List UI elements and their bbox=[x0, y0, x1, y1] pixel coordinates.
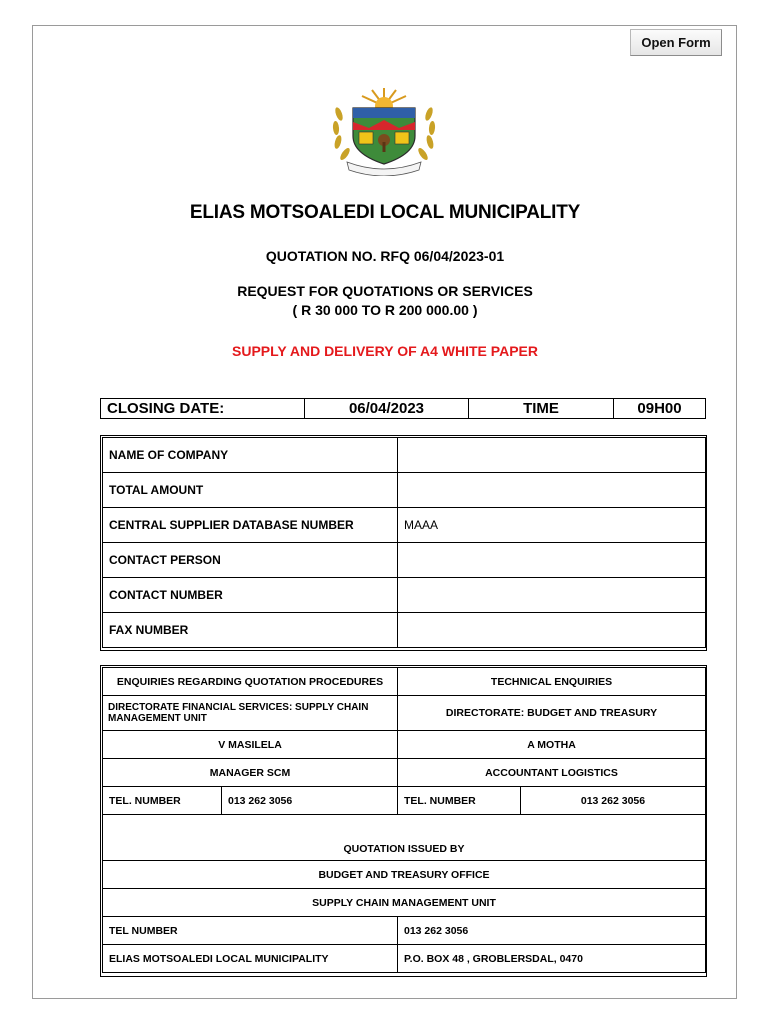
budget-directorate: DIRECTORATE: BUDGET AND TREASURY bbox=[398, 696, 706, 731]
name-of-company-field[interactable] bbox=[398, 438, 706, 473]
municipality-title: ELIAS MOTSOALEDI LOCAL MUNICIPALITY bbox=[189, 202, 581, 223]
request-title: REQUEST FOR QUOTATIONS OR SERVICES bbox=[237, 283, 533, 299]
issuer-address: P.O. BOX 48 , GROBLERSDAL, 0470 bbox=[398, 945, 706, 973]
quotation-subject: SUPPLY AND DELIVERY OF A4 WHITE PAPER bbox=[232, 343, 538, 359]
table-row bbox=[103, 473, 706, 508]
fax-number-label: FAX NUMBER bbox=[103, 613, 398, 648]
contact-person-label: CONTACT PERSON bbox=[103, 543, 398, 578]
csd-number-label: CENTRAL SUPPLIER DATABASE NUMBER bbox=[103, 508, 398, 543]
quotation-number: QUOTATION NO. RFQ 06/04/2023-01 bbox=[265, 248, 505, 264]
closing-date-table bbox=[100, 398, 706, 419]
financial-directorate: DIRECTORATE FINANCIAL SERVICES: SUPPLY CHAIN MANAGEMENT UNIT bbox=[103, 696, 398, 731]
technical-enquiries-heading: TECHNICAL ENQUIRIES bbox=[398, 668, 706, 696]
total-amount-field[interactable] bbox=[398, 473, 706, 508]
company-info-section bbox=[100, 435, 707, 651]
closing-time-label: TIME bbox=[469, 399, 614, 419]
company-info-table bbox=[102, 437, 706, 648]
municipal-crest-logo bbox=[329, 84, 439, 176]
fax-number-field[interactable] bbox=[398, 613, 706, 648]
procedure-contact-title: MANAGER SCM bbox=[103, 759, 398, 787]
issuer-tel-number: 013 262 3056 bbox=[398, 917, 706, 945]
table-row bbox=[103, 668, 706, 696]
technical-contact-title: ACCOUNTANT LOGISTICS bbox=[398, 759, 706, 787]
request-value-range: ( R 30 000 TO R 200 000.00 ) bbox=[292, 302, 478, 318]
csd-number-field[interactable]: MAAA bbox=[398, 508, 706, 543]
closing-date-value: 06/04/2023 bbox=[305, 399, 469, 419]
technical-contact-name: A MOTHA bbox=[398, 731, 706, 759]
table-row bbox=[103, 696, 706, 731]
closing-date-label: CLOSING DATE: bbox=[101, 399, 305, 419]
table-row bbox=[103, 508, 706, 543]
issuer-tel-label: TEL NUMBER bbox=[103, 917, 398, 945]
contact-number-label: CONTACT NUMBER bbox=[103, 578, 398, 613]
procedure-contact-name: V MASILELA bbox=[103, 731, 398, 759]
table-row bbox=[103, 543, 706, 578]
table-row bbox=[103, 759, 706, 787]
table-row bbox=[103, 787, 706, 815]
enquiries-table bbox=[102, 667, 706, 973]
total-amount-label: TOTAL AMOUNT bbox=[103, 473, 398, 508]
table-row bbox=[103, 889, 706, 917]
name-of-company-label: NAME OF COMPANY bbox=[103, 438, 398, 473]
open-form-button[interactable]: Open Form bbox=[630, 29, 722, 56]
enquiries-section bbox=[100, 665, 707, 977]
table-row bbox=[103, 917, 706, 945]
table-row bbox=[103, 945, 706, 973]
table-row bbox=[103, 815, 706, 861]
table-row bbox=[103, 613, 706, 648]
quotation-issued-by: QUOTATION ISSUED BY bbox=[103, 815, 706, 861]
issuer-organisation: ELIAS MOTSOALEDI LOCAL MUNICIPALITY bbox=[103, 945, 398, 973]
table-row bbox=[103, 731, 706, 759]
table-row bbox=[103, 861, 706, 889]
procedure-tel-label: TEL. NUMBER bbox=[103, 787, 222, 815]
issuing-unit: SUPPLY CHAIN MANAGEMENT UNIT bbox=[103, 889, 706, 917]
table-row bbox=[103, 578, 706, 613]
closing-time-value: 09H00 bbox=[614, 399, 706, 419]
procedure-enquiries-heading: ENQUIRIES REGARDING QUOTATION PROCEDURES bbox=[103, 668, 398, 696]
technical-tel-number: 013 262 3056 bbox=[521, 787, 706, 815]
table-row bbox=[103, 438, 706, 473]
issuing-office: BUDGET AND TREASURY OFFICE bbox=[103, 861, 706, 889]
procedure-tel-number: 013 262 3056 bbox=[222, 787, 398, 815]
technical-tel-label: TEL. NUMBER bbox=[398, 787, 521, 815]
contact-number-field[interactable] bbox=[398, 578, 706, 613]
contact-person-field[interactable] bbox=[398, 543, 706, 578]
